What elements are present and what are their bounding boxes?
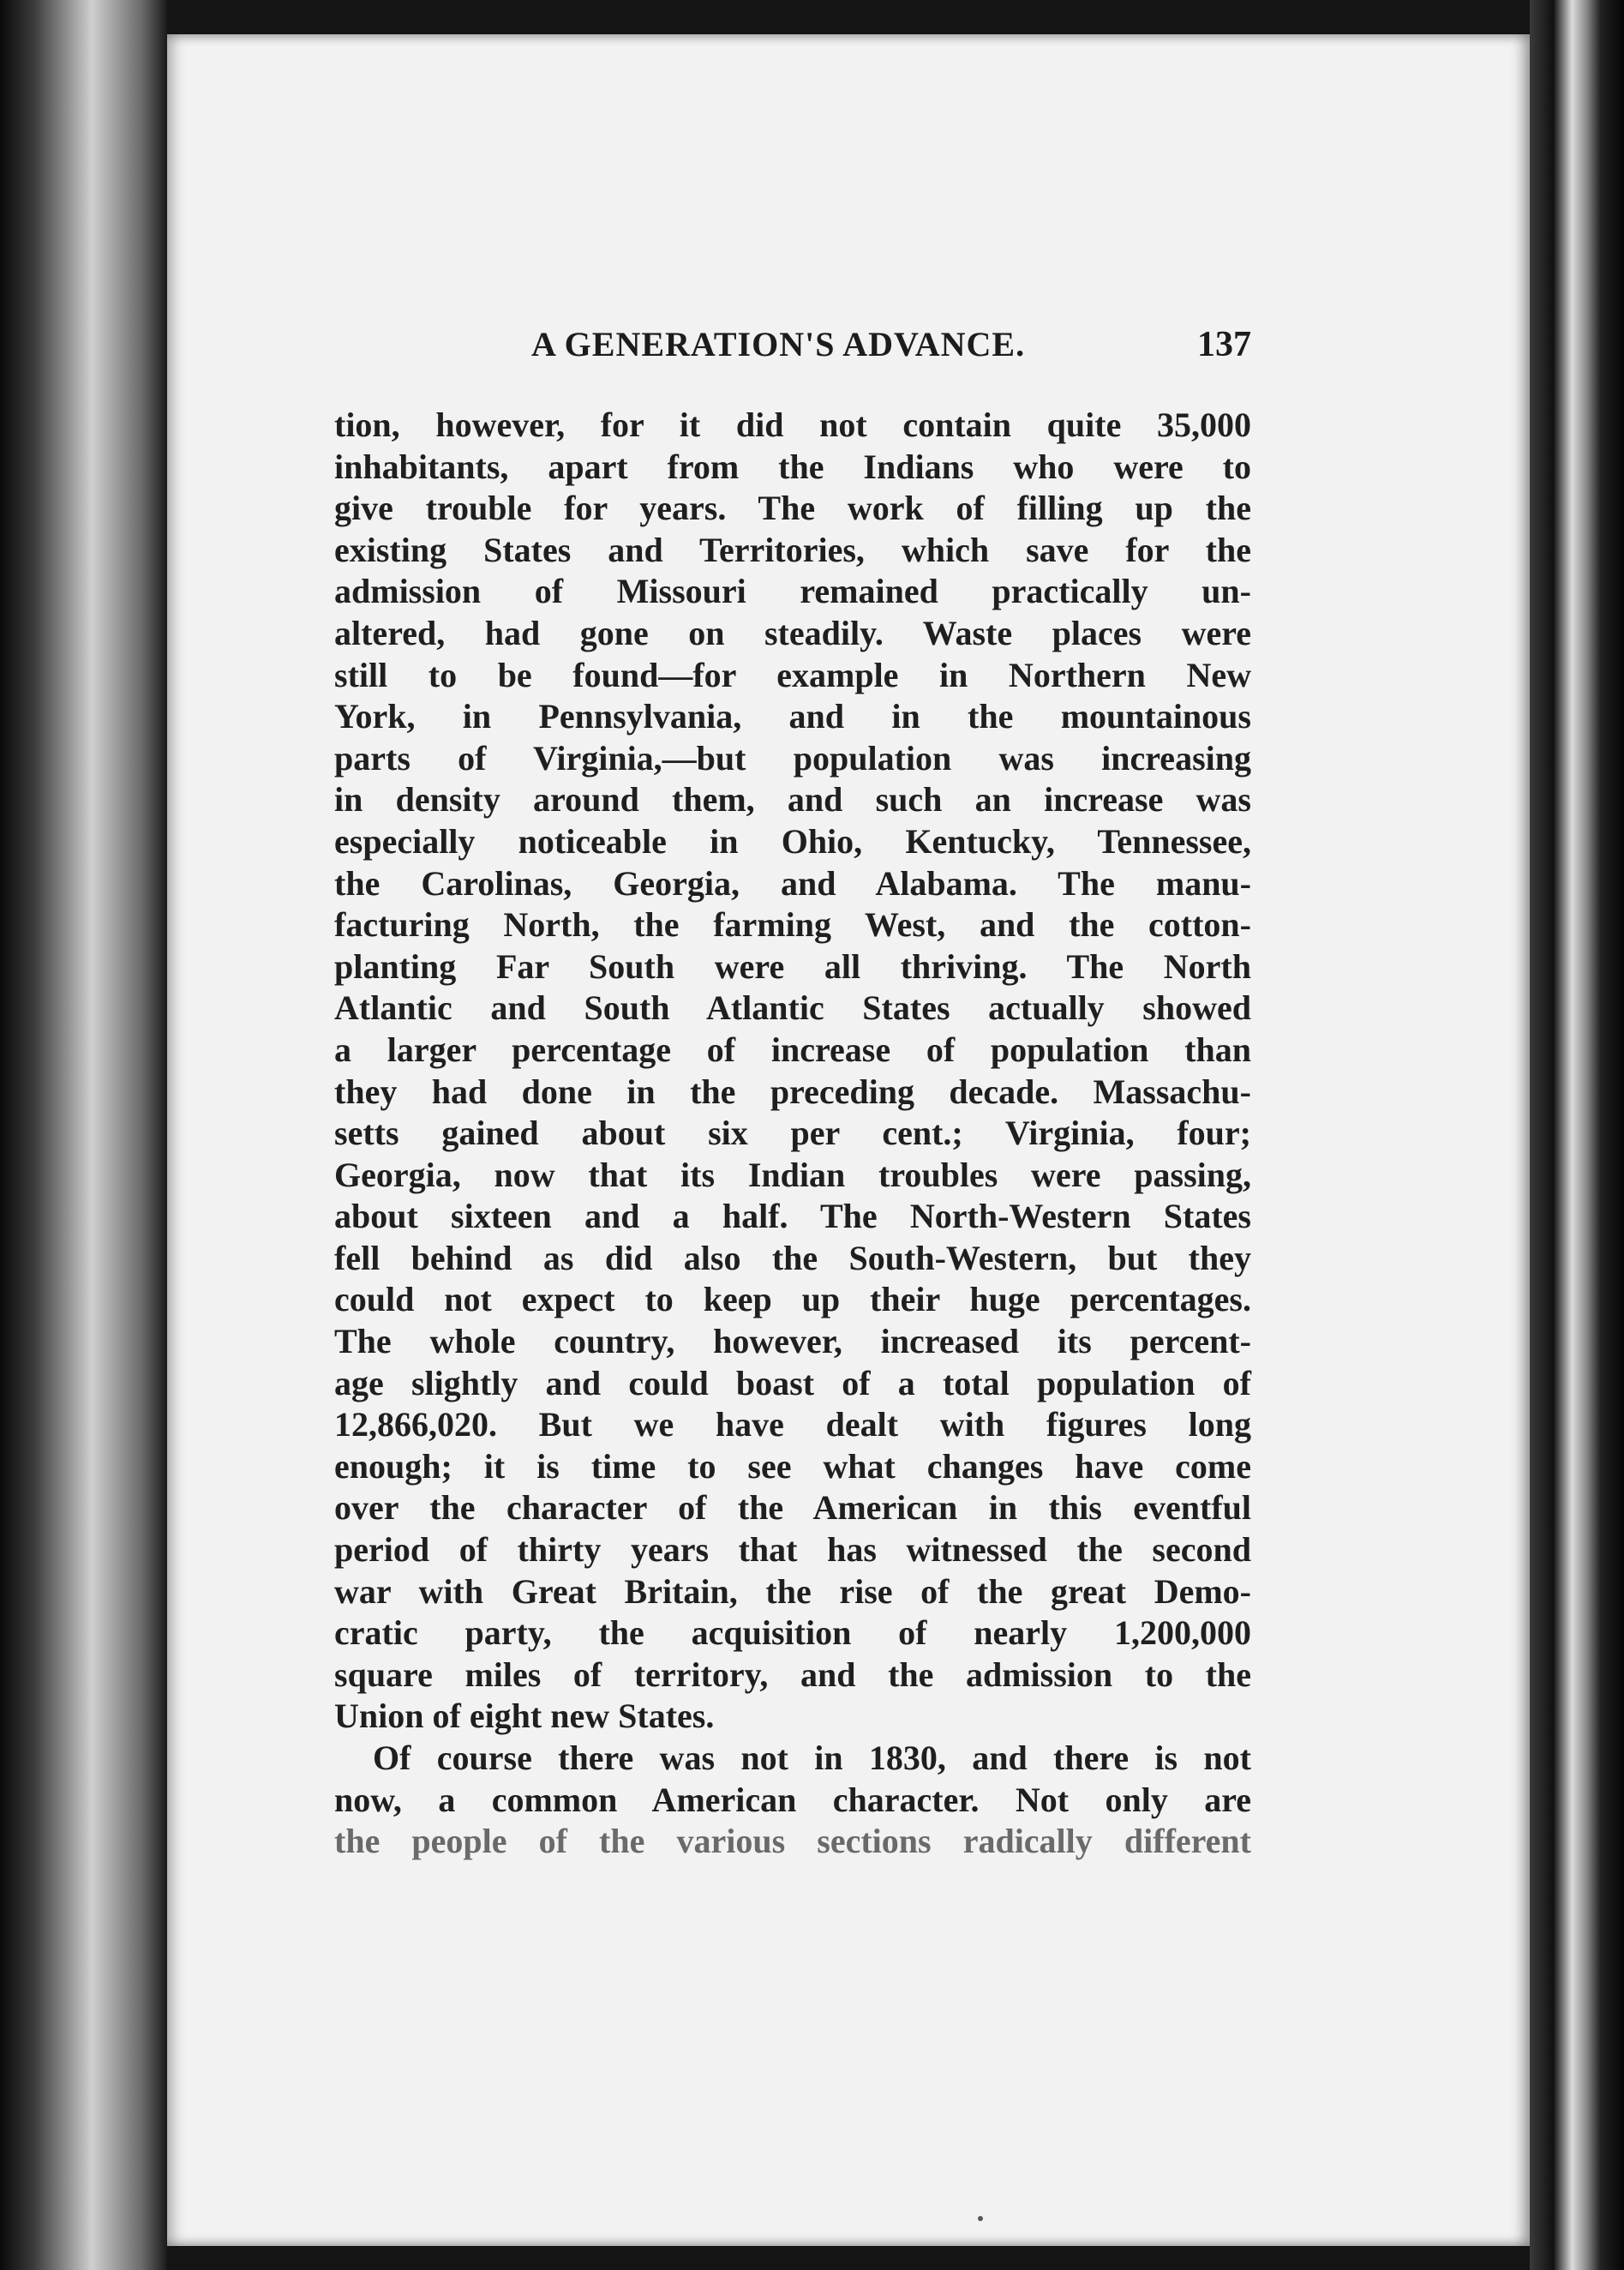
text-line: period of thirty years that has witnessed the second (334, 1530, 1251, 1570)
text-line: enough; it is time to see what changes have come (334, 1446, 1251, 1486)
text-line: age slightly and could boast of a total population of (334, 1363, 1251, 1402)
text-line: square miles of territory, and the admission to the (334, 1654, 1251, 1694)
page-header (334, 324, 1251, 375)
text-line: facturing North, the farming West, and the cotton- (334, 905, 1251, 945)
text-line: could not expect to keep up their huge percentages. (334, 1280, 1251, 1319)
running-title: A GENERATION'S ADVANCE. (531, 325, 1026, 363)
text-line: the Carolinas, Georgia, and Alabama. The manu- (334, 863, 1251, 903)
text-line: fell behind as did also the South-Western, but they (334, 1238, 1251, 1277)
text-line: tion, however, for it did not contain quite 35,000 (334, 405, 1251, 444)
page-speck (978, 2216, 983, 2221)
text-line: The whole country, however, increased its percent- (334, 1322, 1251, 1361)
text-line: still to be found—for example in Northern New (334, 655, 1251, 694)
text-line: admission of Missouri remained practically un- (334, 572, 1251, 611)
text-line: inhabitants, apart from the Indians who were to (334, 447, 1251, 486)
text-line: setts gained about six per cent.; Virginia, four; (334, 1114, 1251, 1153)
text-line: parts of Virginia,—but population was increasing (334, 738, 1251, 778)
text-line: they had done in the preceding decade. Massachu- (334, 1072, 1251, 1111)
page-number: 137 (1197, 325, 1251, 364)
text-line: Union of eight new States. (334, 1696, 715, 1736)
body-text (334, 405, 1251, 1863)
book-binding-left (0, 0, 167, 2270)
text-line: about sixteen and a half. The North-Western States (334, 1197, 1251, 1236)
text-line: a larger percentage of increase of population than (334, 1030, 1251, 1069)
text-line: now, a common American character. Not only are (334, 1780, 1251, 1819)
text-line: the people of the various sections radically different (334, 1822, 1251, 1861)
text-line: especially noticeable in Ohio, Kentucky, Tennessee, (334, 821, 1251, 861)
text-line: planting Far South were all thriving. The North (334, 946, 1251, 986)
text-line: war with Great Britain, the rise of the great Demo- (334, 1571, 1251, 1611)
text-line: give trouble for years. The work of filling up the (334, 489, 1251, 528)
text-line: existing States and Territories, which save for the (334, 530, 1251, 569)
text-line: in density around them, and such an increase was (334, 780, 1251, 820)
text-line: 12,866,020. But we have dealt with figures long (334, 1405, 1251, 1444)
text-line: Of course there was not in 1830, and there is not (373, 1739, 1251, 1777)
text-line: cratic party, the acquisition of nearly 1,200,000 (334, 1613, 1251, 1653)
text-line: altered, had gone on steadily. Waste places were (334, 613, 1251, 652)
text-line: Georgia, now that its Indian troubles were passing, (334, 1155, 1251, 1194)
text-line: Atlantic and South Atlantic States actually showed (334, 988, 1251, 1028)
text-line: over the character of the American in this eventful (334, 1488, 1251, 1528)
book-binding-right (1530, 0, 1624, 2270)
text-line: York, in Pennsylvania, and in the mountainous (334, 697, 1251, 736)
